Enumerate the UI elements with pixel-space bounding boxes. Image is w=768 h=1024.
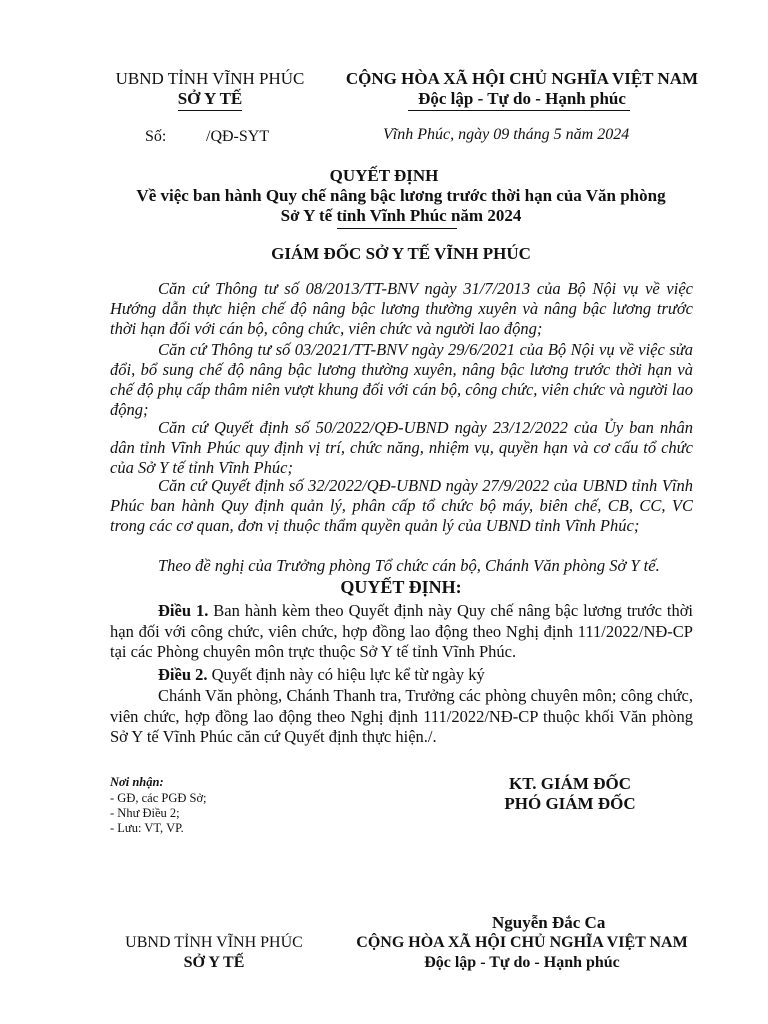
footer-agency-name: UBND TỈNH VĨNH PHÚC	[125, 934, 303, 951]
department-name: SỞ Y TẾ	[177, 89, 243, 108]
motto: Độc lập - Tự do - Hạnh phúc	[418, 89, 626, 108]
article-3: Chánh Văn phòng, Chánh Thanh tra, Trưởng các phòng chuyên môn; công chức, viên chức, hợp đồng lao động theo Nghị định 111/2022/NĐ-CP thuộc khối Văn phòng Sở Y tế Vĩnh Phúc căn cứ Quyết định thực hiện./.	[110, 686, 693, 746]
article-1	[110, 601, 693, 663]
basis-2: Căn cứ Thông tư số 03/2021/TT-BNV ngày 29/6/2021 của Bộ Nội vụ về việc sửa đổi, bổ sung chế độ nâng bậc lương thường xuyên, nâng bậc lương trước thời hạn và chế độ phụ cấp thâm niên vượt khung đối với cán bộ, công chức, viên chức và người lao động;	[110, 340, 693, 419]
basis-5: Theo đề nghị của Trưởng phòng Tổ chức cán bộ, Chánh Văn phòng Sở Y tế.	[158, 556, 660, 575]
article-2-text: Quyết định này có hiệu lực kể từ ngày ký	[207, 665, 485, 684]
subject-underline	[337, 228, 457, 229]
agency-name: UBND TỈNH VĨNH PHÚC	[115, 69, 305, 88]
basis-1: Căn cứ Thông tư số 08/2013/TT-BNV ngày 31/7/2013 của Bộ Nội vụ về việc Hướng dẫn thực hiện chế độ nâng bậc lương thường xuyên và nâng bậc lương trước thời hạn đối với cán bộ, công chức, viên chức và người lao động;	[110, 279, 693, 338]
signature-kt: KT. GIÁM ĐỐC	[509, 774, 631, 793]
article-1-text: Ban hành kèm theo Quyết định này Quy chế nâng bậc lương trước thời hạn đối với công chức, viên chức, hợp đồng lao động theo Nghị định 111/2022/NĐ-CP tại các Phòng chuyên môn trực thuộc Sở Y tế tỉnh Vĩnh Phúc.	[110, 601, 694, 661]
recipient-item: - Lưu: VT, VP.	[110, 821, 184, 835]
signature-title: PHÓ GIÁM ĐỐC	[504, 794, 636, 813]
signer-name: Nguyễn Đắc Ca	[492, 913, 606, 932]
recipient-item: - GĐ, các PGĐ Sở;	[110, 791, 207, 805]
republic-title: CỘNG HÒA XÃ HỘI CHỦ NGHĨA VIỆT NAM	[345, 69, 699, 88]
place-date: Vĩnh Phúc, ngày 09 tháng 5 năm 2024	[383, 126, 630, 143]
document-number: /QĐ-SYT	[206, 128, 270, 145]
footer-motto: Độc lập - Tự do - Hạnh phúc	[424, 954, 620, 971]
decision-heading: QUYẾT ĐỊNH	[329, 166, 439, 185]
department-underline	[178, 110, 242, 111]
decision-subject-line2: Sở Y tế tỉnh Vĩnh Phúc năm 2024	[280, 206, 522, 225]
decision-subject-line1: Về việc ban hành Quy chế nâng bậc lương trước thời hạn của Văn phòng	[136, 186, 666, 205]
document-number-label: Số:	[145, 128, 167, 145]
article-1-label: Điều 1.	[158, 601, 209, 620]
article-2	[110, 665, 693, 685]
footer-department-name: SỞ Y TẾ	[183, 954, 245, 971]
decision-subheading: QUYẾT ĐỊNH:	[340, 577, 462, 597]
footer-republic-title: CỘNG HÒA XÃ HỘI CHỦ NGHĨA VIỆT NAM	[356, 934, 688, 951]
basis-4: Căn cứ Quyết định số 32/2022/QĐ-UBND ngày 27/9/2022 của UBND tỉnh Vĩnh Phúc ban hành Quy định quản lý, phân cấp tổ chức bộ máy, biên chế, CB, CC, VC trong các cơ quan, đơn vị thuộc thẩm quyền quản lý của UBND tỉnh Vĩnh Phúc;	[110, 476, 693, 535]
article-2-label: Điều 2.	[158, 665, 208, 684]
recipients-label: Nơi nhận:	[110, 775, 164, 789]
basis-3: Căn cứ Quyết định số 50/2022/QĐ-UBND ngày 23/12/2022 của Ủy ban nhân dân tỉnh Vĩnh Phúc quy định vị trí, chức năng, nhiệm vụ, quyền hạn và cơ cấu tổ chức của Sở Y tế tỉnh Vĩnh Phúc;	[110, 418, 693, 477]
motto-underline	[408, 110, 630, 111]
authority-title: GIÁM ĐỐC SỞ Y TẾ VĨNH PHÚC	[271, 244, 531, 263]
recipient-item: - Như Điều 2;	[110, 806, 180, 820]
